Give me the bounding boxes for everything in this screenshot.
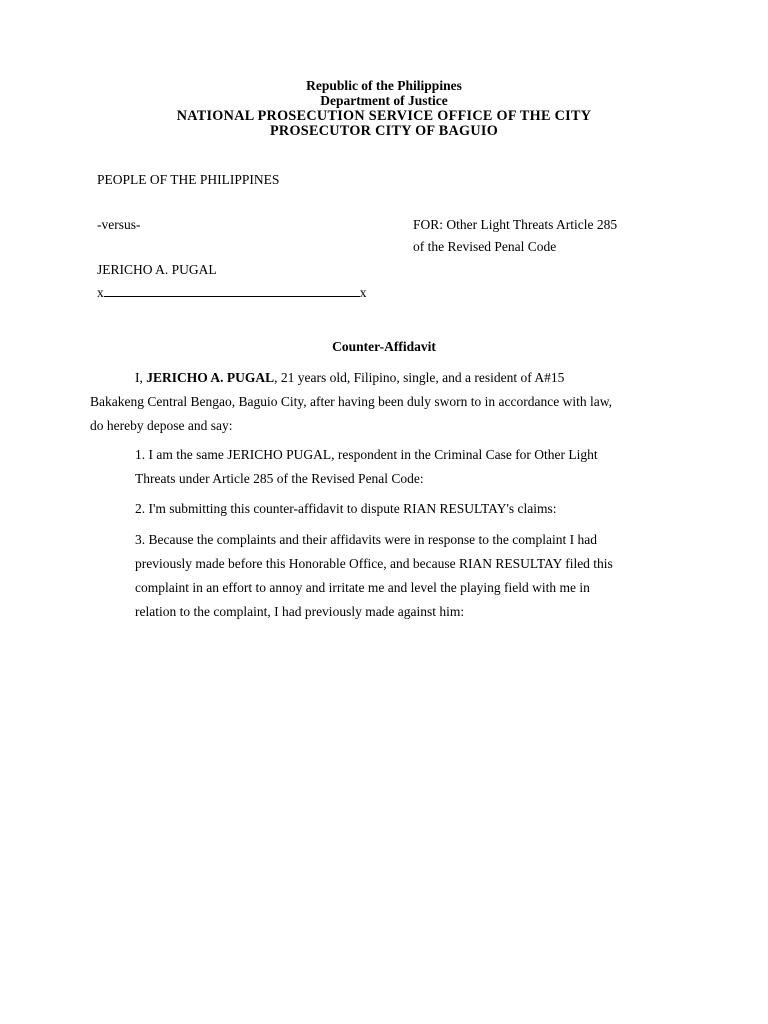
intro-line1 xyxy=(135,370,564,386)
caption-charge-line1: FOR: Other Light Threats Article 285 xyxy=(413,217,618,232)
header-department: Department of Justice xyxy=(320,93,448,108)
caption-blank-line xyxy=(104,286,360,297)
affiant-name: JERICHO A. PUGAL xyxy=(146,370,275,385)
intro-line2: Bakakeng Central Bengao, Baguio City, after having been duly sworn to in accordance with law, xyxy=(90,394,612,409)
item-1-line2: Threats under Article 285 of the Revised Penal Code: xyxy=(135,471,424,486)
caption-plaintiff: PEOPLE OF THE PHILIPPINES xyxy=(97,172,280,187)
header-office: NATIONAL PROSECUTION SERVICE OFFICE OF THE CITY xyxy=(176,108,592,124)
document-title: Counter-Affidavit xyxy=(332,339,436,354)
header-republic: Republic of the Philippines xyxy=(306,78,462,93)
caption-versus: -versus- xyxy=(97,217,141,232)
caption-charge-line2: of the Revised Penal Code xyxy=(413,239,557,254)
caption-respondent: JERICHO A. PUGAL xyxy=(97,262,217,277)
item-1-line1: 1. I am the same JERICHO PUGAL, respondent in the Criminal Case for Other Light xyxy=(135,447,598,462)
caption-signature-line xyxy=(97,285,367,301)
item-3-line2: previously made before this Honorable Office, and because RIAN RESULTAY filed this xyxy=(135,556,613,571)
intro-line1-rest: , 21 years old, Filipino, single, and a resident of A#15 xyxy=(274,370,565,385)
intro-line3: do hereby depose and say: xyxy=(90,418,233,433)
item-3-line1: 3. Because the complaints and their affidavits were in response to the complaint I had xyxy=(135,532,597,547)
item-3-line4: relation to the complaint, I had previously made against him: xyxy=(135,604,465,619)
caption-x-left: x xyxy=(97,285,104,300)
item-2-line1: 2. I'm submitting this counter-affidavit to dispute RIAN RESULTAY's claims: xyxy=(135,501,557,516)
intro-prefix: I, xyxy=(135,370,147,385)
item-3-line3: complaint in an effort to annoy and irritate me and level the playing field with me in xyxy=(135,580,590,595)
caption-x-right: x xyxy=(359,285,367,300)
header-prosecutor: PROSECUTOR CITY OF BAGUIO xyxy=(269,123,499,139)
